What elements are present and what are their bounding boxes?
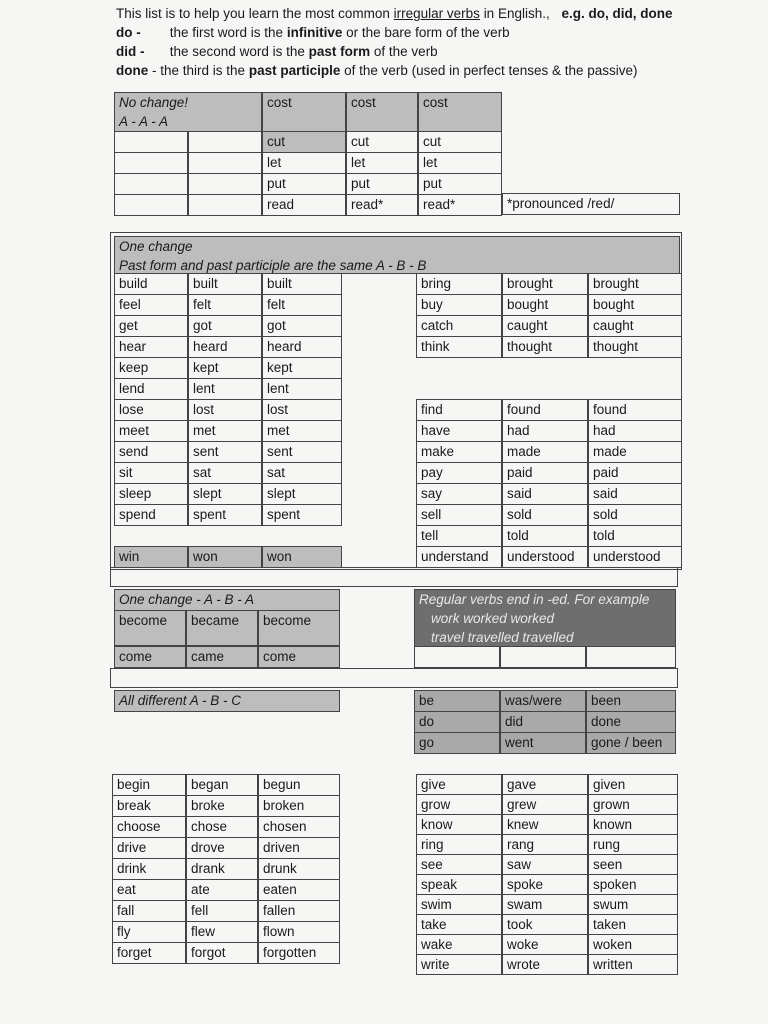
abc-right-cell: grow	[416, 794, 502, 815]
abc-left-cell: eat	[112, 879, 186, 901]
no-change-cell: read*	[346, 194, 418, 216]
all-different-special-cell: gone / been	[586, 732, 676, 754]
abb-right-cell: thought	[588, 336, 682, 358]
abc-right-cell: wrote	[502, 954, 588, 975]
all-different-special-cell: was/were	[500, 690, 586, 712]
abb-left-cell: spent	[188, 504, 262, 526]
all-different-header: All different A - B - C	[114, 690, 340, 712]
abc-left-cell: begin	[112, 774, 186, 796]
abc-left-cell: began	[186, 774, 258, 796]
abb-left-cell: felt	[188, 294, 262, 316]
intro-line-did	[116, 42, 756, 61]
abc-right-cell: given	[588, 774, 678, 795]
intro	[116, 4, 756, 80]
abb-right-cell: say	[416, 483, 502, 505]
abb-left-cell: lent	[262, 378, 342, 400]
abb-left-cell: spent	[262, 504, 342, 526]
abc-right-cell: grown	[588, 794, 678, 815]
no-change-cell: read	[262, 194, 346, 216]
abc-right-cell: knew	[502, 814, 588, 835]
abc-right-cell: seen	[588, 854, 678, 875]
intro-text: in English.,	[483, 6, 550, 21]
aba-cell: become	[114, 610, 186, 646]
abc-right-cell: speak	[416, 874, 502, 895]
intro-line-1	[116, 4, 756, 23]
abc-right-cell: spoke	[502, 874, 588, 895]
abb-right-cell: bought	[502, 294, 588, 316]
regular-verbs-line: work worked worked	[431, 611, 555, 626]
intro-line-done	[116, 61, 756, 80]
abc-left-cell: fly	[112, 921, 186, 943]
abb-left-cell: meet	[114, 420, 188, 442]
abb-left-cell: sent	[262, 441, 342, 463]
aba-cell: become	[258, 610, 340, 646]
abc-left-cell: forget	[112, 942, 186, 964]
intro-bold-term: infinitive	[286, 25, 343, 40]
abb-right-cell: sell	[416, 504, 502, 526]
abc-left-cell: broken	[258, 795, 340, 817]
no-change-cell: cut	[346, 131, 418, 153]
abb-left-cell: hear	[114, 336, 188, 358]
empty-cell	[188, 173, 262, 195]
empty-cell	[188, 131, 262, 153]
no-change-cell: put	[418, 173, 502, 195]
abc-left-cell: begun	[258, 774, 340, 796]
abb-right-cell: paid	[588, 462, 682, 484]
abc-left-cell: broke	[186, 795, 258, 817]
abb-right-cell: made	[588, 441, 682, 463]
separator-row	[110, 668, 678, 688]
no-change-cell: let	[262, 152, 346, 174]
abb-left-cell: got	[262, 315, 342, 337]
abc-right-cell: see	[416, 854, 502, 875]
abc-right-cell: written	[588, 954, 678, 975]
abb-left-cell: lend	[114, 378, 188, 400]
abc-right-cell: taken	[588, 914, 678, 935]
intro-text: the first word is the	[169, 25, 284, 40]
term-did: did -	[116, 44, 145, 59]
one-change-pattern: Past form and past participle are the same A - B - B	[119, 258, 427, 273]
abb-left-cell: kept	[262, 357, 342, 379]
abb-left-cell: slept	[262, 483, 342, 505]
abc-left-cell: chose	[186, 816, 258, 838]
empty-cell	[114, 173, 188, 195]
all-different-special-cell: did	[500, 711, 586, 733]
abc-left-cell: flown	[258, 921, 340, 943]
abb-right-cell: have	[416, 420, 502, 442]
intro-text: of the verb	[373, 44, 438, 59]
abc-left-cell: chosen	[258, 816, 340, 838]
aba-cell: came	[186, 646, 258, 668]
abb-left-cell: sat	[188, 462, 262, 484]
abc-left-cell: driven	[258, 837, 340, 859]
abb-left-cell: won	[188, 546, 262, 568]
abc-right-cell: give	[416, 774, 502, 795]
one-change-frame	[110, 232, 682, 570]
abb-right-cell: caught	[502, 315, 588, 337]
abc-right-cell: wake	[416, 934, 502, 955]
intro-text: This list is to help you learn the most common	[116, 6, 390, 21]
abb-left-cell: heard	[188, 336, 262, 358]
abb-left-cell: got	[188, 315, 262, 337]
abb-left-cell: keep	[114, 357, 188, 379]
abc-right-cell: spoken	[588, 874, 678, 895]
abb-right-cell: sold	[588, 504, 682, 526]
intro-bold-term: past form	[308, 44, 371, 59]
no-change-cell: cut	[262, 131, 346, 153]
all-different-special-cell: done	[586, 711, 676, 733]
abc-right-cell: rung	[588, 834, 678, 855]
empty-cell	[500, 646, 586, 668]
abb-right-cell: made	[502, 441, 588, 463]
abc-right-cell: woke	[502, 934, 588, 955]
empty-cell	[188, 152, 262, 174]
no-change-cell: cost	[418, 92, 502, 132]
pronunciation-note: *pronounced /red/	[502, 193, 680, 215]
abc-right-cell: gave	[502, 774, 588, 795]
abb-right-cell: understand	[416, 546, 502, 568]
empty-cell	[414, 646, 500, 668]
aba-cell: come	[258, 646, 340, 668]
no-change-cell: cost	[346, 92, 418, 132]
abb-left-cell: build	[114, 273, 188, 295]
empty-cell	[188, 194, 262, 216]
intro-example: e.g. do, did, done	[561, 6, 673, 21]
abb-left-cell: built	[188, 273, 262, 295]
empty-cell	[114, 194, 188, 216]
abb-right-cell: had	[502, 420, 588, 442]
abc-right-cell: grew	[502, 794, 588, 815]
all-different-special-cell: went	[500, 732, 586, 754]
abb-left-cell: won	[262, 546, 342, 568]
intro-text: or the bare form of the verb	[346, 25, 510, 40]
abb-right-cell: found	[502, 399, 588, 421]
abb-right-cell: think	[416, 336, 502, 358]
no-change-title: No change!	[119, 95, 189, 110]
abb-left-cell: kept	[188, 357, 262, 379]
abb-right-cell: bought	[588, 294, 682, 316]
abb-left-cell: lose	[114, 399, 188, 421]
intro-text: the second word is the	[169, 44, 305, 59]
regular-verbs-line: Regular verbs end in -ed. For example	[419, 592, 650, 607]
abb-right-cell: paid	[502, 462, 588, 484]
no-change-cell: cost	[262, 92, 346, 132]
abb-right-cell: told	[588, 525, 682, 547]
aba-header: One change - A - B - A	[114, 589, 340, 611]
no-change-cell: let	[418, 152, 502, 174]
abc-right-cell: saw	[502, 854, 588, 875]
abc-left-cell: drove	[186, 837, 258, 859]
abc-left-cell: fell	[186, 900, 258, 922]
abc-right-cell: swum	[588, 894, 678, 915]
abb-right-cell: buy	[416, 294, 502, 316]
abc-right-cell: known	[588, 814, 678, 835]
abb-right-cell: thought	[502, 336, 588, 358]
abb-left-cell: send	[114, 441, 188, 463]
abc-left-cell: eaten	[258, 879, 340, 901]
abb-right-cell: brought	[502, 273, 588, 295]
intro-line-do	[116, 23, 756, 42]
abc-left-cell: drank	[186, 858, 258, 880]
no-change-cell: read*	[418, 194, 502, 216]
one-change-title: One change	[119, 239, 193, 254]
abc-left-cell: drive	[112, 837, 186, 859]
abb-left-cell: sleep	[114, 483, 188, 505]
no-change-header	[114, 92, 262, 132]
abb-right-cell: sold	[502, 504, 588, 526]
no-change-cell: cut	[418, 131, 502, 153]
abc-right-cell: rang	[502, 834, 588, 855]
intro-underlined-text: irregular verbs	[393, 6, 480, 21]
aba-cell: became	[186, 610, 258, 646]
intro-bold-term: past participle	[248, 63, 341, 78]
abc-right-cell: took	[502, 914, 588, 935]
no-change-cell: put	[346, 173, 418, 195]
abc-left-cell: choose	[112, 816, 186, 838]
all-different-special-cell: been	[586, 690, 676, 712]
abc-right-cell: woken	[588, 934, 678, 955]
abb-left-cell: met	[188, 420, 262, 442]
no-change-cell: let	[346, 152, 418, 174]
abb-left-cell: sit	[114, 462, 188, 484]
abc-right-cell: swam	[502, 894, 588, 915]
empty-cell	[586, 646, 676, 668]
abc-right-cell: write	[416, 954, 502, 975]
abb-right-cell: find	[416, 399, 502, 421]
abb-left-cell: slept	[188, 483, 262, 505]
abb-left-cell: lost	[188, 399, 262, 421]
abb-right-cell: brought	[588, 273, 682, 295]
abb-right-cell: said	[588, 483, 682, 505]
abc-left-cell: drink	[112, 858, 186, 880]
abb-left-cell: met	[262, 420, 342, 442]
abc-left-cell: fall	[112, 900, 186, 922]
regular-verbs-line: travel travelled travelled	[431, 630, 574, 645]
abb-left-cell: get	[114, 315, 188, 337]
abb-right-cell: understood	[588, 546, 682, 568]
abb-left-cell: heard	[262, 336, 342, 358]
no-change-pattern: A - A - A	[119, 114, 169, 129]
abc-left-cell: forgotten	[258, 942, 340, 964]
abc-left-cell: drunk	[258, 858, 340, 880]
abb-left-cell: felt	[262, 294, 342, 316]
intro-text: - the third is the	[152, 63, 246, 78]
abb-left-cell: lost	[262, 399, 342, 421]
intro-text: of the verb (used in perfect tenses & the passive)	[344, 63, 638, 78]
abb-right-cell: make	[416, 441, 502, 463]
abb-left-cell: win	[114, 546, 188, 568]
abb-right-cell: understood	[502, 546, 588, 568]
abc-right-cell: take	[416, 914, 502, 935]
abb-right-cell: said	[502, 483, 588, 505]
all-different-special-cell: do	[414, 711, 500, 733]
abc-right-cell: swim	[416, 894, 502, 915]
separator-row	[110, 567, 678, 587]
abb-left-cell: lent	[188, 378, 262, 400]
all-different-special-cell: go	[414, 732, 500, 754]
empty-cell	[114, 131, 188, 153]
abc-right-cell: know	[416, 814, 502, 835]
empty-cell	[114, 152, 188, 174]
abb-right-cell: tell	[416, 525, 502, 547]
abb-right-cell: caught	[588, 315, 682, 337]
regular-verbs-box	[414, 589, 676, 647]
abb-right-cell: catch	[416, 315, 502, 337]
abc-left-cell: fallen	[258, 900, 340, 922]
aba-cell: come	[114, 646, 186, 668]
abb-left-cell: feel	[114, 294, 188, 316]
abb-right-cell: bring	[416, 273, 502, 295]
term-done: done	[116, 63, 149, 78]
abc-right-cell: ring	[416, 834, 502, 855]
abb-left-cell: built	[262, 273, 342, 295]
abb-right-cell: told	[502, 525, 588, 547]
abc-left-cell: break	[112, 795, 186, 817]
abb-left-cell: sat	[262, 462, 342, 484]
abc-left-cell: ate	[186, 879, 258, 901]
term-do: do -	[116, 25, 141, 40]
abb-left-cell: spend	[114, 504, 188, 526]
abc-left-cell: forgot	[186, 942, 258, 964]
abb-left-cell: sent	[188, 441, 262, 463]
no-change-cell: put	[262, 173, 346, 195]
abb-right-cell: pay	[416, 462, 502, 484]
all-different-special-cell: be	[414, 690, 500, 712]
abc-left-cell: flew	[186, 921, 258, 943]
abb-right-cell: found	[588, 399, 682, 421]
abb-right-cell: had	[588, 420, 682, 442]
